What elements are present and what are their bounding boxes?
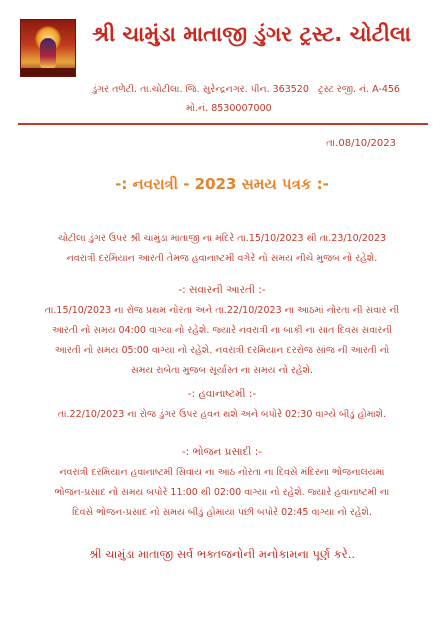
notice-date: તા.08/10/2023 — [326, 138, 396, 149]
morning-aarti-paragraph — [0, 301, 444, 381]
header-divider — [18, 123, 428, 125]
section-title-havanashtami: -: હવાનાષ્ટમી :- — [187, 388, 257, 400]
intro-line: નવરાત્રી દરમિયાન આરતી તેમજ હવાનાષ્ટમી વગેરે નો સમય નીચે મુજબ નો રહેશે. — [66, 253, 378, 264]
trust-mobile: મો.નં. 8530007000 — [186, 103, 272, 114]
intro-paragraph — [0, 229, 444, 269]
trust-registration: ટ્રસ્ટ રજી. નં. A-456 — [318, 84, 400, 95]
section-title-bhojan-prasadi: -: ભોજન પ્રસાદી :- — [181, 446, 263, 458]
morning-aarti-line: આરતી નો સમય 04:00 વાગ્યા નો રહેશે. જ્યારે નવરાત્રી ના બાકી ના સાત દિવસ સવારની — [51, 325, 393, 336]
bhojan-prasadi-paragraph — [0, 463, 444, 523]
temple-logo — [20, 19, 76, 77]
morning-aarti-line: તા.15/10/2023 ના રોજ પ્રથમ નોરતા અને તા.22/10/2023 ના આઠમાં નોરતા ની સવાર ની — [44, 305, 400, 316]
trust-title: શ્રી ચામુંડા માતાજી ડુંગર ટ્રસ્ટ. ચોટીલા — [92, 22, 411, 46]
bhojan-prasadi-line: ભોજન-પ્રસાદ નો સમય બપોરે 11:00 થી 02:00 વાગ્યા નો રહેશે. જ્યારે હવાનાષ્ટમી ના — [54, 487, 390, 498]
section-title-morning-aarti: -: સવારની આરતી :- — [178, 284, 266, 296]
morning-aarti-line: સમય રાબેતા મુજબ સૂર્યાસ્ત ના સમય નો રહેશે. — [131, 365, 313, 376]
intro-line: ચોટીલા ડુંગર ઉપર શ્રી ચામુંડા માતાજી ના મંદિરે તા.15/10/2023 થી તા.23/10/2023 — [57, 233, 387, 244]
notice-heading: -: નવરાત્રી - 2023 સમય પત્રક :- — [115, 175, 329, 193]
havanashtami-line: તા.22/10/2023 ના રોજ ડુંગર ઉપર હવન થશે અને બપોરે 02:30 વાગ્યે બીડું હોમાશે. — [57, 409, 387, 420]
havanashtami-paragraph — [0, 405, 444, 425]
morning-aarti-line: આરતી નો સમય 05:00 વાગ્યા નો રહેશે. નવરાત્રી દરમિયાન દરરોજ સાંજ ની આરતી નો — [54, 345, 390, 356]
bhojan-prasadi-line: દિવસે ભોજન-પ્રસાદ નો સમય બીડું હોમાયા પછી બપોરે 02:45 વાગ્યા નો રહેશે. — [72, 507, 372, 518]
bhojan-prasadi-line: નવરાત્રી દરમિયાન હવાનાષ્ટમી સિવાય ના આઠ નોરતા ના દિવસે મંદિરના ભોજનાલયમાં — [59, 467, 385, 478]
trust-address: ડુંગર તળેટી. તા.ચોટીલા. જિ. સુરેન્દ્રનગર. પીન. 363520 — [92, 84, 309, 95]
closing-blessing: શ્રી ચામુંડા માતાજી સર્વ ભક્તજનોની મનોકામના પૂર્ણ કરે.. — [88, 547, 356, 561]
